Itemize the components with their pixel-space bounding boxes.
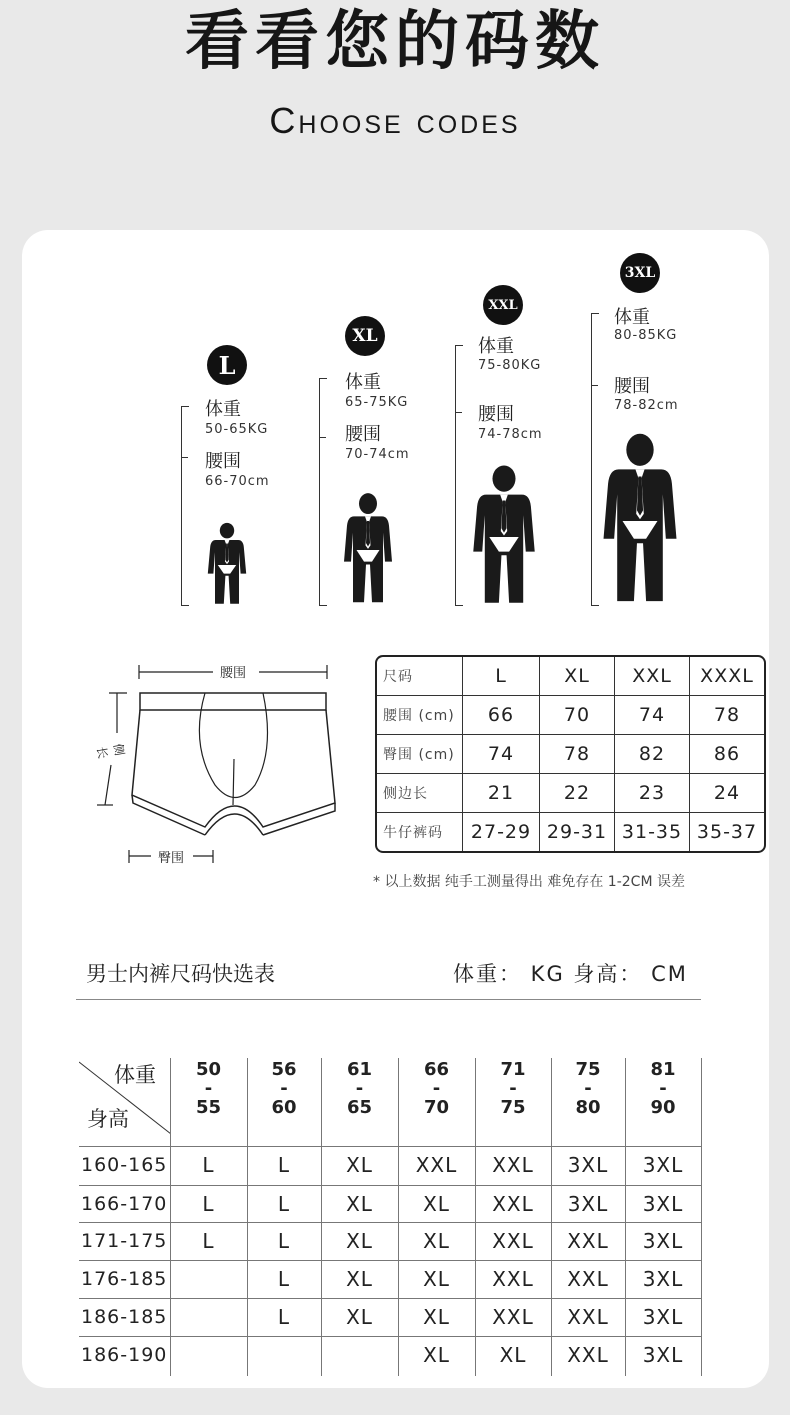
weight-range-header <box>551 1060 625 1117</box>
size-recommendation-cell: 3XL <box>642 1343 684 1367</box>
height-range-label: 166-170 <box>81 1193 168 1215</box>
weight-value-l: 50-65KG <box>205 422 269 437</box>
underwear-diagram <box>95 655 345 870</box>
bracket-xxl <box>455 345 456 606</box>
size-table-row <box>377 696 764 735</box>
weight-range-header <box>398 1060 475 1117</box>
size-badge-l: L <box>207 345 247 385</box>
size-recommendation-cell: XXL <box>492 1229 534 1253</box>
bracket-xl <box>319 378 320 606</box>
size-table-cell: 22 <box>540 774 615 813</box>
grid-line-horizontal <box>79 1146 701 1147</box>
man-figure-xl-icon <box>343 492 393 608</box>
size-table-cell: 35-37 <box>696 821 758 843</box>
weight-range-part: - <box>280 1078 288 1099</box>
size-recommendation-cell: XL <box>499 1343 527 1367</box>
weight-label-l: 体重 <box>205 399 241 420</box>
weight-range-part: 71 <box>500 1059 526 1080</box>
size-table-cell: 24 <box>690 774 764 813</box>
size-table-cell: 66 <box>463 696 540 735</box>
size-table-cell: 74 <box>463 735 540 774</box>
weight-range-part: 60 <box>271 1097 297 1118</box>
size-table-row <box>377 735 764 774</box>
size-recommendation-cell: 3XL <box>642 1192 684 1216</box>
bracket-3xl <box>591 313 592 606</box>
height-range-label: 160-165 <box>81 1154 168 1176</box>
tick-xxl <box>455 412 462 413</box>
size-recommendation-cell: XXL <box>567 1267 609 1291</box>
grid-line-horizontal <box>79 1185 701 1186</box>
waist-label-3xl: 腰围 <box>614 376 650 397</box>
size-table-row <box>377 813 764 851</box>
size-table-cell: 尺码 <box>377 657 463 696</box>
size-table-cell: 78 <box>540 735 615 774</box>
weight-range-part: - <box>204 1078 213 1099</box>
waist-value-3xl: 78-82cm <box>614 398 679 413</box>
corner-weight-label: 体重 <box>114 1063 156 1087</box>
diagram-waist-label: 腰围 <box>220 666 247 681</box>
size-table <box>375 655 766 853</box>
size-recommendation-cell: 3XL <box>567 1153 609 1177</box>
size-table-cell: 70 <box>540 696 615 735</box>
size-table-cell: XXL <box>615 657 690 696</box>
size-table-cell: 侧边长 <box>377 774 463 813</box>
weight-range-part: - <box>355 1078 364 1099</box>
weight-range-part: 65 <box>346 1097 373 1118</box>
weight-value-xxl: 75-80KG <box>478 358 542 373</box>
height-range-label: 186-190 <box>81 1344 168 1366</box>
size-table-cell: 27-29 <box>463 813 540 851</box>
size-recommendation-cell: L <box>277 1305 291 1329</box>
weight-range-part: 80 <box>575 1097 601 1118</box>
size-recommendation-cell: L <box>202 1153 215 1177</box>
weight-value-3xl: 80-85KG <box>614 328 678 343</box>
divider <box>76 999 701 1000</box>
size-table-row <box>377 774 764 813</box>
weight-range-part: 61 <box>346 1059 373 1080</box>
size-recommendation-cell: L <box>277 1267 291 1291</box>
bracket-l <box>181 406 182 606</box>
weight-range-part: 90 <box>650 1097 676 1118</box>
size-recommendation-cell: XL <box>346 1267 373 1291</box>
grid-line-horizontal <box>79 1298 701 1299</box>
diagram-hip-label: 臀围 <box>158 851 185 866</box>
size-recommendation-cell: XXL <box>492 1305 534 1329</box>
quick-table-units: 体重： KG 身高： CM <box>453 962 688 986</box>
size-recommendation-cell: XXL <box>492 1267 534 1291</box>
size-recommendation-cell: XXL <box>492 1153 534 1177</box>
weight-range-part: - <box>659 1078 667 1099</box>
waist-value-l: 66-70cm <box>205 474 270 489</box>
size-table-cell: 86 <box>690 735 764 774</box>
size-recommendation-cell: 3XL <box>567 1192 609 1216</box>
size-recommendation-cell: 3XL <box>642 1305 684 1329</box>
weight-range-part: 75 <box>500 1097 526 1118</box>
size-table-cell: 82 <box>615 735 690 774</box>
height-range-label: 176-185 <box>81 1268 168 1290</box>
weight-range-part: - <box>509 1078 517 1099</box>
weight-range-part: 70 <box>423 1097 450 1118</box>
size-recommendation-cell: 3XL <box>642 1267 684 1291</box>
waist-value-xl: 70-74cm <box>345 447 410 462</box>
size-recommendation-cell: 3XL <box>642 1229 684 1253</box>
weight-range-part: 75 <box>575 1059 601 1080</box>
size-recommendation-cell: XXL <box>492 1192 534 1216</box>
size-recommendation-cell: XL <box>346 1305 373 1329</box>
size-badge-xl: XL <box>345 316 385 356</box>
size-table-cell: L <box>463 657 540 696</box>
measurement-note: * 以上数据 纯手工测量得出 难免存在 1-2CM 误差 <box>373 874 685 890</box>
diagram-side-label: 侧长 <box>94 742 127 760</box>
size-recommendation-cell: XL <box>423 1229 450 1253</box>
height-range-label: 171-175 <box>81 1230 168 1252</box>
size-recommendation-cell: XXL <box>567 1305 609 1329</box>
weight-range-part: 55 <box>195 1097 222 1118</box>
grid-line-horizontal <box>79 1222 701 1223</box>
quick-table-title: 男士内裤尺码快选表 <box>86 962 275 986</box>
page-subtitle: Choose codes <box>269 100 521 141</box>
size-recommendation-cell: L <box>202 1229 215 1253</box>
grid-line-horizontal <box>79 1260 701 1261</box>
size-table-cell: 74 <box>615 696 690 735</box>
grid-line-horizontal <box>79 1336 701 1337</box>
man-figure-l-icon <box>207 522 247 608</box>
waist-label-xxl: 腰围 <box>478 404 514 425</box>
size-table-cell: 臀围 (cm) <box>377 735 463 774</box>
size-table-cell: 31-35 <box>615 813 690 851</box>
size-recommendation-cell: XXL <box>415 1153 458 1177</box>
man-figure-3xl-icon <box>602 432 678 610</box>
tick-xl <box>319 437 326 438</box>
size-table-cell: 牛仔裤码 <box>377 813 463 851</box>
waist-label-l: 腰围 <box>205 451 241 472</box>
size-recommendation-cell: XXL <box>567 1343 609 1367</box>
size-recommendation-cell: L <box>277 1153 291 1177</box>
size-recommendation-cell: 3XL <box>642 1153 684 1177</box>
size-badge-3xl: 3XL <box>620 253 660 293</box>
grid-line-vertical <box>701 1058 702 1376</box>
weight-range-part: - <box>432 1078 441 1099</box>
weight-range-header <box>625 1060 701 1117</box>
size-recommendation-cell: XL <box>423 1343 450 1367</box>
weight-label-xxl: 体重 <box>478 336 514 357</box>
size-recommendation-cell: XXL <box>567 1229 609 1253</box>
size-table-cell: 23 <box>615 774 690 813</box>
waist-value-xxl: 74-78cm <box>478 427 543 442</box>
size-recommendation-cell: XL <box>346 1153 373 1177</box>
size-table-cell: 78 <box>690 696 764 735</box>
weight-label-xl: 体重 <box>345 372 381 393</box>
height-range-label: 186-185 <box>81 1306 168 1328</box>
size-recommendation-cell: XL <box>346 1229 373 1253</box>
size-recommendation-cell: XL <box>423 1192 450 1216</box>
corner-height-label: 身高 <box>87 1107 129 1131</box>
weight-range-header <box>475 1060 551 1117</box>
weight-range-part: 81 <box>650 1059 676 1080</box>
size-recommendation-cell: XL <box>423 1305 450 1329</box>
weight-range-header <box>247 1060 321 1117</box>
weight-range-part: - <box>584 1078 592 1099</box>
size-table-cell: XXXL <box>690 657 764 696</box>
size-table-cell: 腰围 (cm) <box>377 696 463 735</box>
size-recommendation-cell: XL <box>346 1192 373 1216</box>
weight-range-part: 66 <box>423 1059 450 1080</box>
size-recommendation-cell: L <box>277 1192 291 1216</box>
weight-value-xl: 65-75KG <box>345 395 409 410</box>
tick-l <box>181 457 188 458</box>
size-recommendation-cell: L <box>277 1229 291 1253</box>
weight-range-header <box>321 1060 398 1117</box>
tick-3xl <box>591 385 598 386</box>
size-table-header <box>377 657 764 696</box>
size-recommendation-cell: XL <box>423 1267 450 1291</box>
size-table-cell: 29-31 <box>540 813 615 851</box>
size-badge-xxl: XXL <box>483 285 523 325</box>
size-recommendation-cell: L <box>202 1192 215 1216</box>
weight-range-part: 56 <box>271 1059 297 1080</box>
weight-range-header <box>170 1060 247 1117</box>
size-table-cell: XL <box>540 657 615 696</box>
size-table-cell: 21 <box>463 774 540 813</box>
page-title: 看看您的码数 <box>185 5 605 79</box>
weight-label-3xl: 体重 <box>614 307 650 328</box>
waist-label-xl: 腰围 <box>345 424 381 445</box>
man-figure-xxl-icon <box>472 464 536 610</box>
weight-range-part: 50 <box>195 1059 222 1080</box>
